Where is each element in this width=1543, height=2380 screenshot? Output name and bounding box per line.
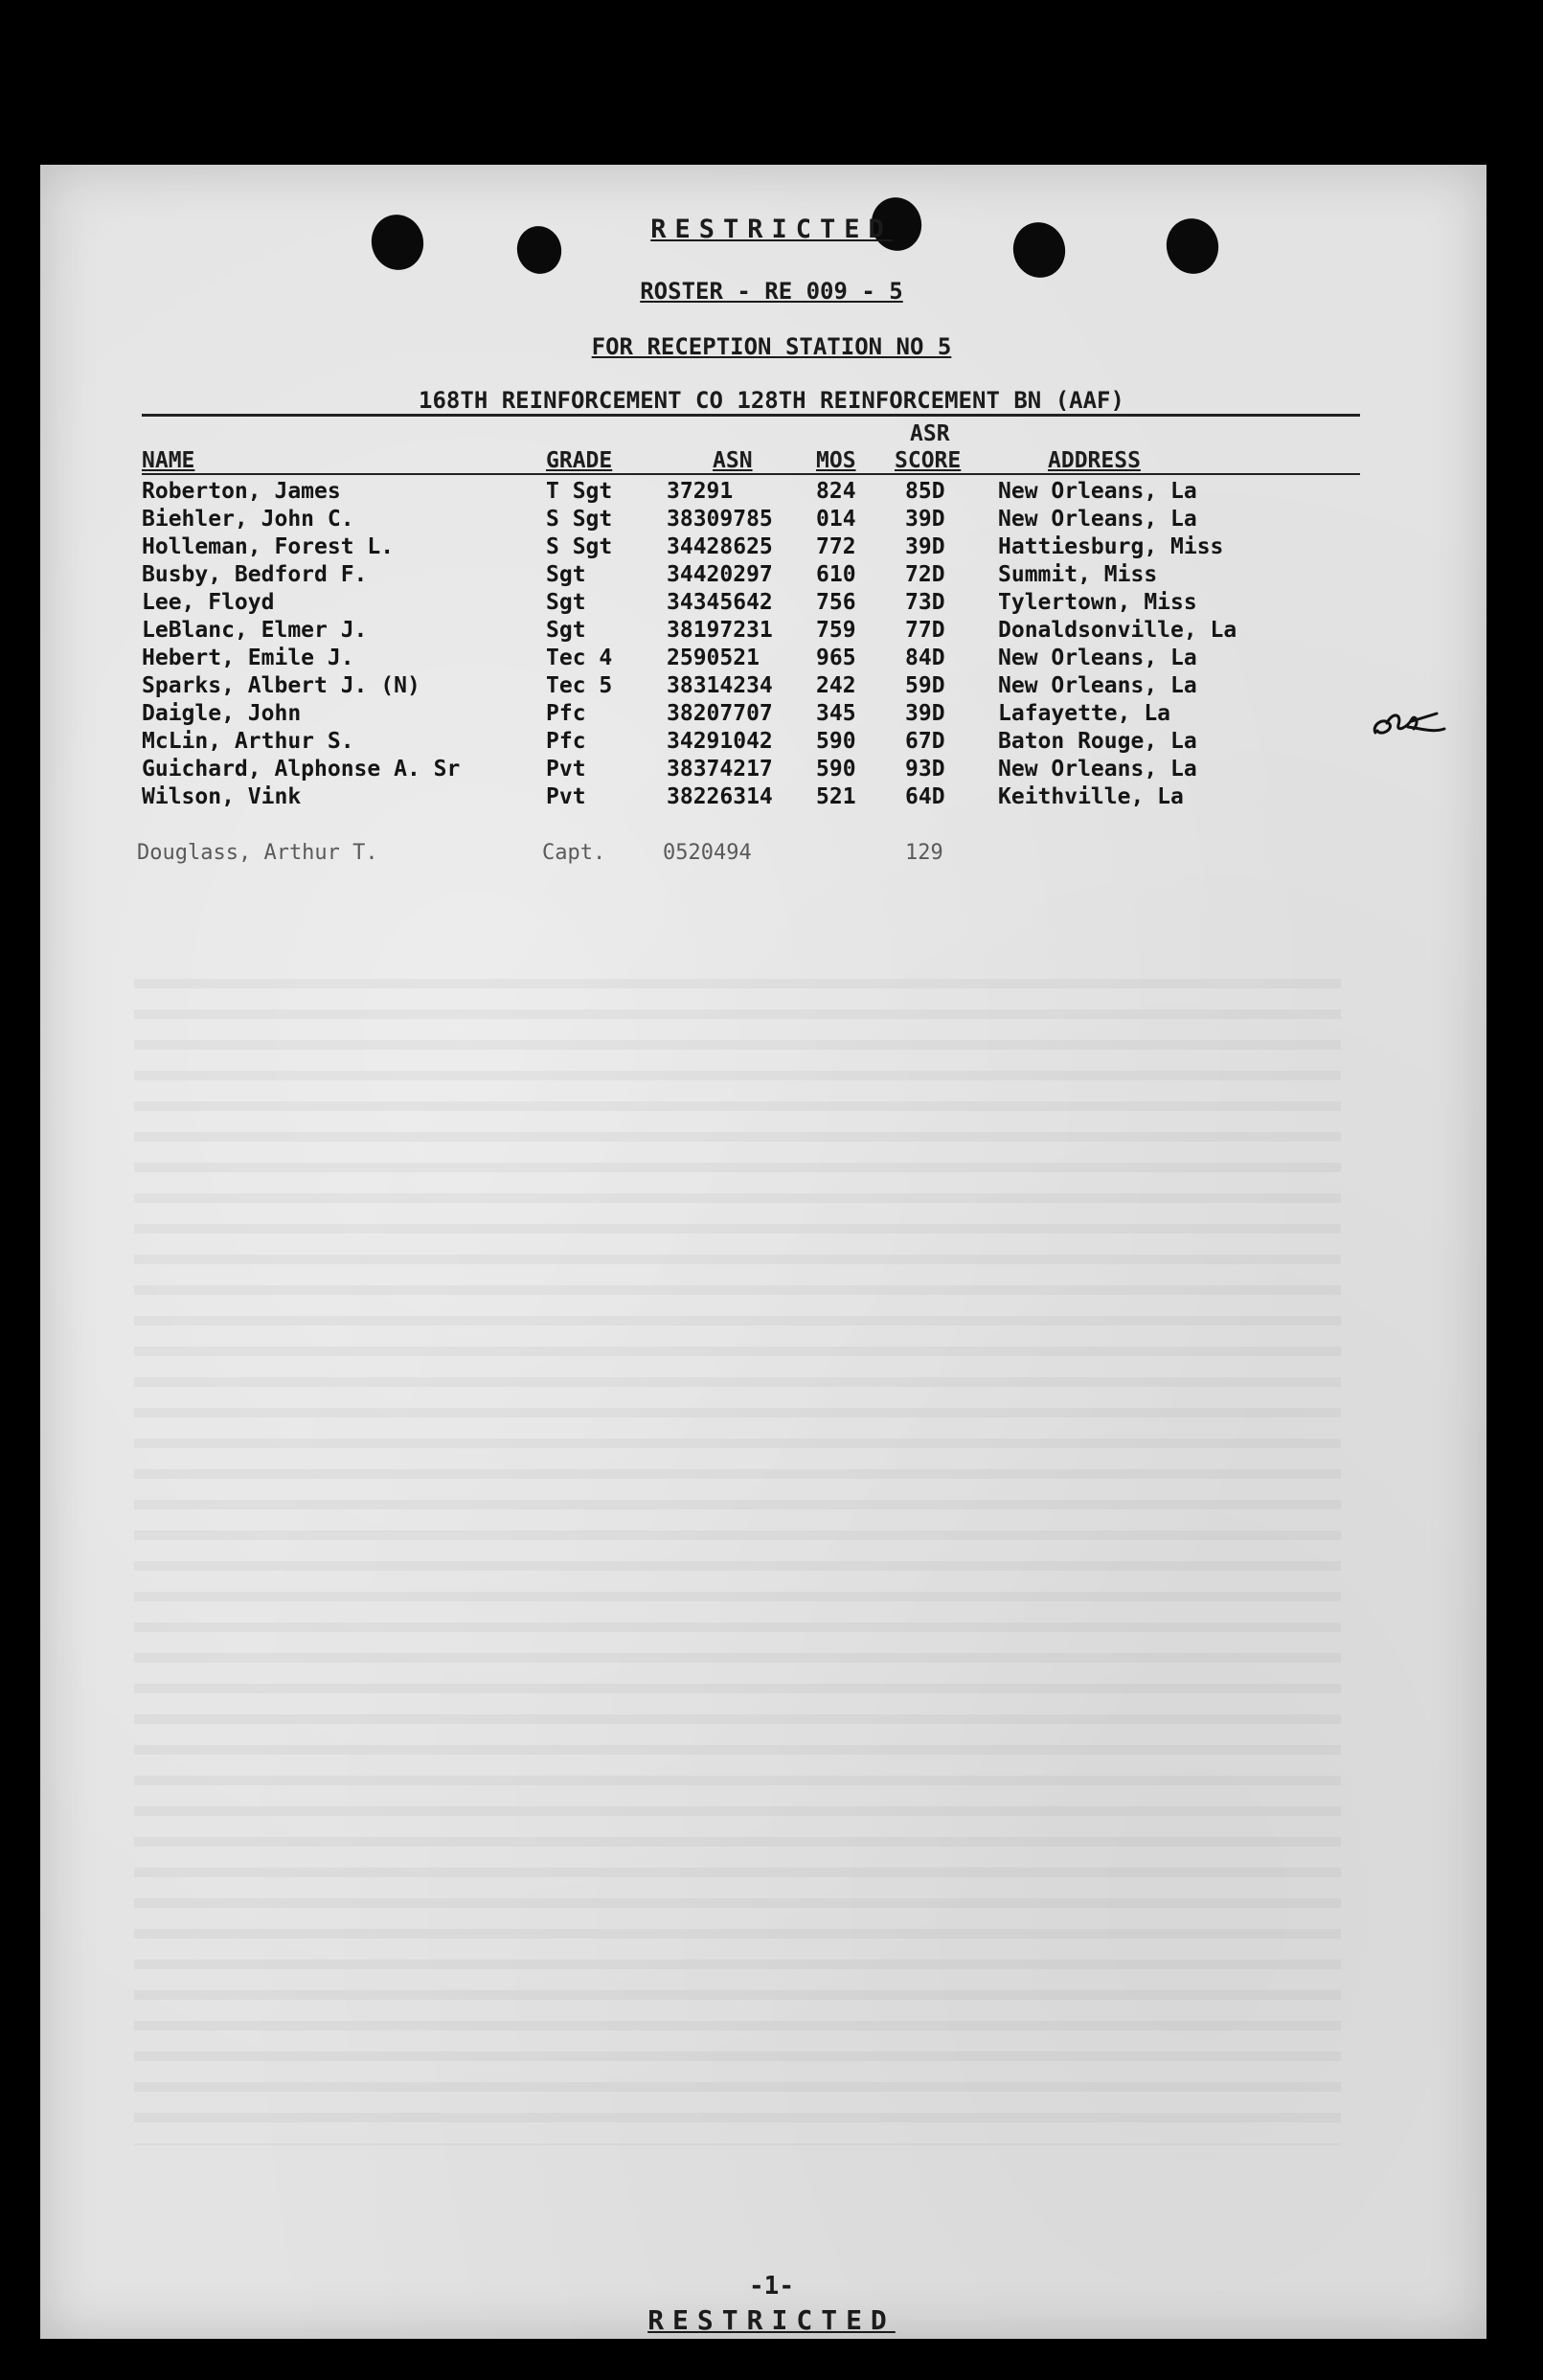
col-mos: MOS	[816, 448, 856, 473]
bleed-through-text	[134, 958, 1341, 2145]
cell-asr: 39D	[905, 701, 945, 726]
col-asr-top: ASR	[910, 421, 950, 446]
cell-grade: Pfc	[546, 729, 586, 754]
cell-name: Busby, Bedford F.	[142, 562, 368, 587]
cell-address: Lafayette, La	[998, 701, 1171, 726]
table-row	[0, 673, 1543, 701]
cell-grade: Sgt	[546, 590, 586, 615]
cell-name: Daigle, John	[142, 701, 302, 726]
cell-asn: 38309785	[667, 507, 773, 532]
cell-asn: 34291042	[667, 729, 773, 754]
cell-name: Douglass, Arthur T.	[137, 841, 378, 865]
col-name: NAME	[142, 448, 195, 473]
cell-address: New Orleans, La	[998, 673, 1197, 698]
table-row	[0, 562, 1543, 590]
cell-grade: Pvt	[546, 757, 586, 782]
cell-name: Sparks, Albert J. (N)	[142, 673, 420, 698]
cell-mos: 014	[816, 507, 856, 532]
col-asr-score: SCORE	[895, 448, 962, 473]
cell-address: Summit, Miss	[998, 562, 1158, 587]
cell-mos: 824	[816, 479, 856, 504]
col-asn: ASN	[713, 448, 753, 473]
table-row	[0, 784, 1543, 812]
officer-row	[0, 841, 1543, 869]
cell-grade: Pvt	[546, 784, 586, 809]
cell-address: New Orleans, La	[998, 507, 1197, 532]
cell-asr: 39D	[905, 534, 945, 559]
cell-mos: 756	[816, 590, 856, 615]
cell-asr: 129	[905, 841, 943, 865]
cell-address: New Orleans, La	[998, 757, 1197, 782]
cell-grade: Tec 4	[546, 646, 613, 670]
table-row	[0, 618, 1543, 646]
cell-asn: 0520494	[663, 841, 752, 865]
col-grade: GRADE	[546, 448, 613, 473]
cell-address: New Orleans, La	[998, 479, 1197, 504]
cell-name: LeBlanc, Elmer J.	[142, 618, 368, 643]
cell-asr: 73D	[905, 590, 945, 615]
cell-mos: 590	[816, 757, 856, 782]
table-row	[0, 646, 1543, 673]
cell-mos: 610	[816, 562, 856, 587]
cell-grade: S Sgt	[546, 534, 613, 559]
classification-header: RESTRICTED	[650, 215, 893, 244]
cell-name: Guichard, Alphonse A. Sr	[142, 757, 461, 782]
cell-mos: 590	[816, 729, 856, 754]
table-row	[0, 729, 1543, 757]
cell-name: Hebert, Emile J.	[142, 646, 354, 670]
cell-grade: Sgt	[546, 618, 586, 643]
table-row	[0, 757, 1543, 784]
column-rule	[142, 473, 1360, 475]
handwritten-initials	[1370, 704, 1448, 740]
cell-asn: 2590521	[667, 646, 760, 670]
cell-asn: 37291	[667, 479, 734, 504]
cell-mos: 242	[816, 673, 856, 698]
cell-asn: 38226314	[667, 784, 773, 809]
cell-grade: T Sgt	[546, 479, 613, 504]
cell-grade: Capt.	[542, 841, 606, 865]
cell-asn: 34345642	[667, 590, 773, 615]
cell-asr: 93D	[905, 757, 945, 782]
table-row	[0, 534, 1543, 562]
cell-address: Donaldsonville, La	[998, 618, 1237, 643]
cell-asn: 38197231	[667, 618, 773, 643]
cell-grade: Sgt	[546, 562, 586, 587]
cell-name: Lee, Floyd	[142, 590, 275, 615]
cell-asr: 85D	[905, 479, 945, 504]
cell-asn: 38374217	[667, 757, 773, 782]
table-row	[0, 590, 1543, 618]
cell-grade: Tec 5	[546, 673, 613, 698]
table-row	[0, 507, 1543, 534]
cell-asn: 38314234	[667, 673, 773, 698]
cell-mos: 965	[816, 646, 856, 670]
unit-line: 168TH REINFORCEMENT CO 128TH REINFORCEMENT BN (AAF)	[419, 387, 1124, 414]
cell-asr: 67D	[905, 729, 945, 754]
cell-grade: S Sgt	[546, 507, 613, 532]
cell-name: Wilson, Vink	[142, 784, 302, 809]
cell-mos: 345	[816, 701, 856, 726]
cell-mos: 772	[816, 534, 856, 559]
cell-grade: Pfc	[546, 701, 586, 726]
cell-address: Keithville, La	[998, 784, 1184, 809]
cell-name: McLin, Arthur S.	[142, 729, 354, 754]
table-row	[0, 479, 1543, 507]
cell-asr: 59D	[905, 673, 945, 698]
cell-asr: 64D	[905, 784, 945, 809]
cell-address: Baton Rouge, La	[998, 729, 1197, 754]
cell-name: Holleman, Forest L.	[142, 534, 395, 559]
cell-address: Tylertown, Miss	[998, 590, 1197, 615]
cell-asn: 34428625	[667, 534, 773, 559]
cell-mos: 521	[816, 784, 856, 809]
cell-address: New Orleans, La	[998, 646, 1197, 670]
roster-number: ROSTER - RE 009 - 5	[640, 278, 903, 305]
cell-name: Biehler, John C.	[142, 507, 354, 532]
cell-asn: 38207707	[667, 701, 773, 726]
destination-line: FOR RECEPTION STATION NO 5	[591, 333, 952, 360]
cell-asr: 77D	[905, 618, 945, 643]
col-address: ADDRESS	[1048, 448, 1141, 473]
cell-mos: 759	[816, 618, 856, 643]
cell-address: Hattiesburg, Miss	[998, 534, 1224, 559]
cell-asn: 34420297	[667, 562, 773, 587]
cell-asr: 84D	[905, 646, 945, 670]
cell-asr: 72D	[905, 562, 945, 587]
page-number: -1-	[749, 2272, 794, 2301]
table-row	[0, 701, 1543, 729]
header-rule	[142, 414, 1360, 417]
cell-name: Roberton, James	[142, 479, 341, 504]
classification-footer: RESTRICTED	[647, 2304, 896, 2336]
cell-asr: 39D	[905, 507, 945, 532]
